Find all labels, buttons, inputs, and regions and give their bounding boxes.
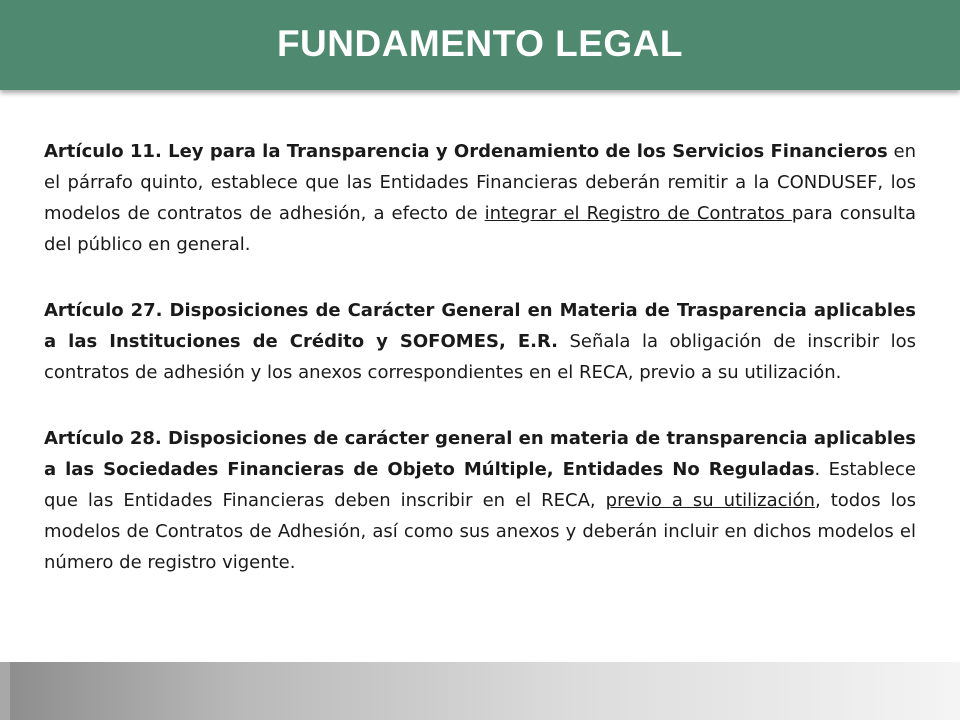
article-28-heading: Artículo 28. Disposiciones de carácter general en materia de transparencia aplicables a las Sociedades Financieras de Objeto Múltiple, Entidades No Reguladas xyxy=(44,428,916,480)
document-body xyxy=(44,136,916,613)
article-11-text: en el párrafo quinto, establece que las Entidades Financieras deberán remitir a la CONDUSEF, los modelos de contratos de adhesión, a efecto de xyxy=(44,141,916,224)
footer-left-accent xyxy=(0,662,10,720)
page-title: FUNDAMENTO LEGAL xyxy=(276,23,684,64)
article-11-paragraph xyxy=(44,136,916,260)
article-28-underlined-text: previo a su utilización xyxy=(605,490,815,511)
article-28-text-end: , todos los modelos de Contratos de Adhesión, así como sus anexos y deberán incluir en dichos modelos el número de registro vigente. xyxy=(44,490,916,573)
footer-band xyxy=(0,662,960,720)
article-27-text: Señala la obligación de inscribir los contratos de adhesión y los anexos correspondientes en el RECA, previo a su utilización. xyxy=(44,331,916,383)
article-11-heading: Artículo 11. Ley para la Transparencia y Ordenamiento de los Servicios Financieros xyxy=(44,141,888,162)
article-11-underlined-text: integrar el Registro de Contratos xyxy=(484,203,792,224)
article-27-heading: Artículo 27. Disposiciones de Carácter General en Materia de Trasparencia aplicables a las Instituciones de Crédito y SOFOMES, E.R. xyxy=(44,300,916,352)
article-28-paragraph xyxy=(44,423,916,578)
article-28-text: . Establece que las Entidades Financieras deben inscribir en el RECA, xyxy=(44,459,916,511)
article-27-paragraph xyxy=(44,295,916,388)
article-11-text-end: para consulta del público en general. xyxy=(44,203,916,255)
